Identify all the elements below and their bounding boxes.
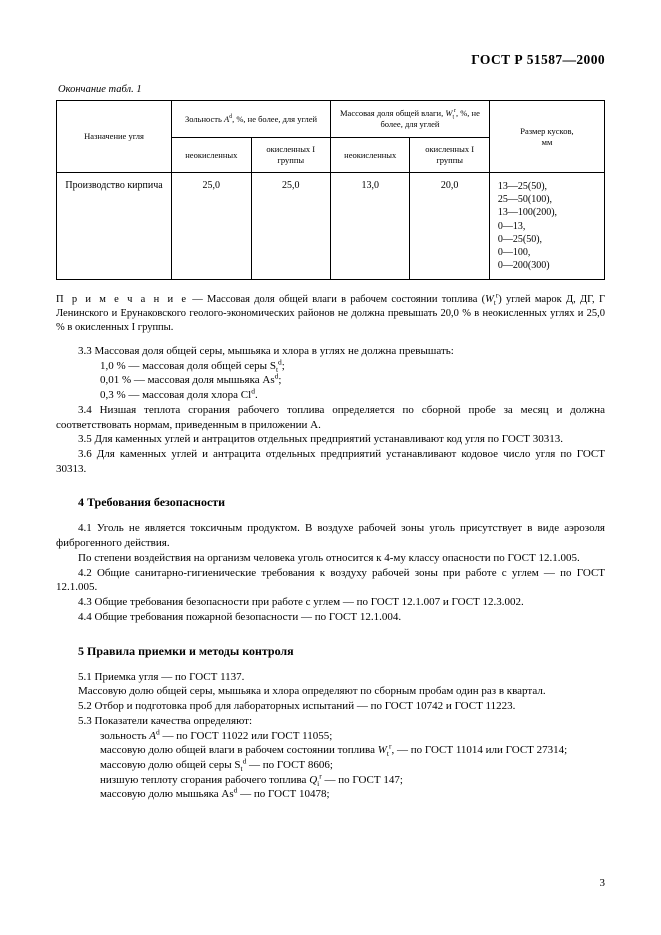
size-line: 13—25(50), — [497, 181, 548, 192]
specification-table — [56, 100, 605, 280]
paragraph-5-3-a: зольность $A^d$ — по ГОСТ 11022 или ГОСТ 11055; — [100, 726, 333, 742]
paragraph-4-1b: По степени воздействия на организм человека уголь относится к 4-му классу опасности по ГОСТ 12.1.005. — [78, 551, 580, 564]
paragraph-5-3-c: массовую долю общей серы $S_t^d$ — по ГОСТ 8606; — [100, 756, 333, 774]
table-header-moist-unoxidized: неокисленных — [330, 138, 409, 173]
paragraph-3-3-a: 1,0 % — массовая доля общей серы $S_t^d$; — [100, 356, 285, 374]
table-cell-moist-unoxidized: 13,0 — [330, 173, 409, 280]
paragraph-5-2: 5.2 Отбор и подготовка проб для лабораторных испытаний — по ГОСТ 10742 и ГОСТ 11223. — [78, 700, 516, 713]
paragraph-5-3: 5.3 Показатели качества определяют: — [78, 714, 253, 727]
section-heading-5: 5 Правила приемки и методы контроля — [78, 643, 294, 658]
table-header-name: Назначение угля — [57, 101, 172, 173]
section-heading-4: 4 Требования безопасности — [78, 495, 226, 510]
paragraph-5-3-d: низшую теплоту сгорания рабочего топлива $Q_i^r$ — по ГОСТ 147; — [100, 771, 403, 788]
table-caption: Окончание табл. 1 — [58, 84, 142, 95]
table-cell-moist-oxidized: 20,0 — [410, 173, 489, 280]
table-cell-sizes — [489, 173, 604, 280]
paragraph-3-6: 3.6 Для каменных углей и антрацита отдельных предприятий устанавливают кодовое число угля по ГОСТ 30313. — [56, 448, 605, 475]
standard-id-header: ГОСТ Р 51587—2000 — [471, 52, 605, 67]
paragraph-4-1: 4.1 Уголь не является токсичным продуктом. В воздухе рабочей зоны уголь присутствует в виде аэрозоля фиброгенного действия. — [56, 522, 605, 550]
size-line: 25—50(100), — [497, 194, 553, 206]
size-line: 13—100(200), — [497, 207, 558, 219]
paragraph-3-3-b: 0,01 % — массовая доля мышьяка As$^d$; — [100, 371, 282, 387]
table-cell-ash-oxidized: 25,0 — [251, 173, 330, 280]
paragraph-3-5: 3.5 Для каменных углей и антрацитов отдельных предприятий устанавливают код угля по ГОСТ 30313. — [78, 433, 563, 446]
table-header-row-1 — [57, 101, 605, 138]
paragraph-5-3-e: массовую долю мышьяка As$^d$ — по ГОСТ 10478; — [100, 785, 330, 801]
paragraph-5-1b: Массовую долю общей серы, мышьяка и хлора определяют по сборным пробам один раз в квартал. — [78, 685, 546, 698]
size-line: 0—25(50), — [497, 233, 543, 245]
paragraph-5-1: 5.1 Приемка угля — по ГОСТ 1137. — [78, 670, 245, 683]
paragraph-4-4: 4.4 Общие требования пожарной безопасности — по ГОСТ 12.1.004. — [78, 610, 402, 623]
paragraph-3-3: 3.3 Массовая доля общей серы, мышьяка и хлора в углях не должна превышать: — [78, 344, 454, 357]
page-number: 3 — [599, 877, 605, 889]
paragraph-5-3-b: массовую долю общей влаги в рабочем состоянии топлива $W_t^r$, — по ГОСТ 11014 или ГОСТ 27314; — [100, 741, 568, 759]
table-cell-name: Производство кирпича — [57, 173, 172, 280]
size-line: 0—100, — [497, 246, 531, 258]
table-header-ash-oxidized: окисленных I группы — [251, 138, 330, 173]
paragraph-3-4: 3.4 Низшая теплота сгорания рабочего топлива определяется по сборной пробе за месяц и должна соответствовать нормам, приведенным в приложении А. — [56, 403, 605, 431]
table-header-moisture: Массовая доля общей влаги, $W_t^r$, %, не более, для углей — [330, 101, 489, 138]
table-header-ash-unoxidized: неокисленных — [172, 138, 251, 173]
size-line: 0—200(300) — [497, 260, 550, 272]
table-note: П р и м е ч а н и е — Массовая доля общей влаги в рабочем состоянии топлива $(W_t^r)$ углей марок Д, ДГ, Г Ленинского и Ерунаковского геолого-экономических районов не должна превышать 20,0 % в неокисленных углях и 25,0 % в окисленных I группы. — [56, 291, 606, 333]
note-label: П р и м е ч а н и е — [56, 294, 189, 305]
table-cell-ash-unoxidized: 25,0 — [172, 173, 251, 280]
paragraph-4-3: 4.3 Общие требования безопасности при работе с углем — по ГОСТ 12.1.007 и ГОСТ 12.3.002. — [78, 596, 524, 609]
paragraph-3-3-c: 0,3 % — массовая доля хлора Cl$^d$. — [100, 386, 258, 402]
size-line: 0—13, — [497, 220, 526, 232]
paragraph-4-2: 4.2 Общие санитарно-гигиенические требования к воздуху рабочей зоны при работе с углем — по ГОСТ 12.1.005. — [56, 566, 605, 594]
table-header-ash: Зольность $A^d$, %, не более, для углей — [172, 101, 331, 138]
table-header-moist-oxidized: окисленных I группы — [410, 138, 489, 173]
table-header-size: Размер кусков, мм — [489, 101, 604, 173]
table-row — [57, 173, 605, 280]
